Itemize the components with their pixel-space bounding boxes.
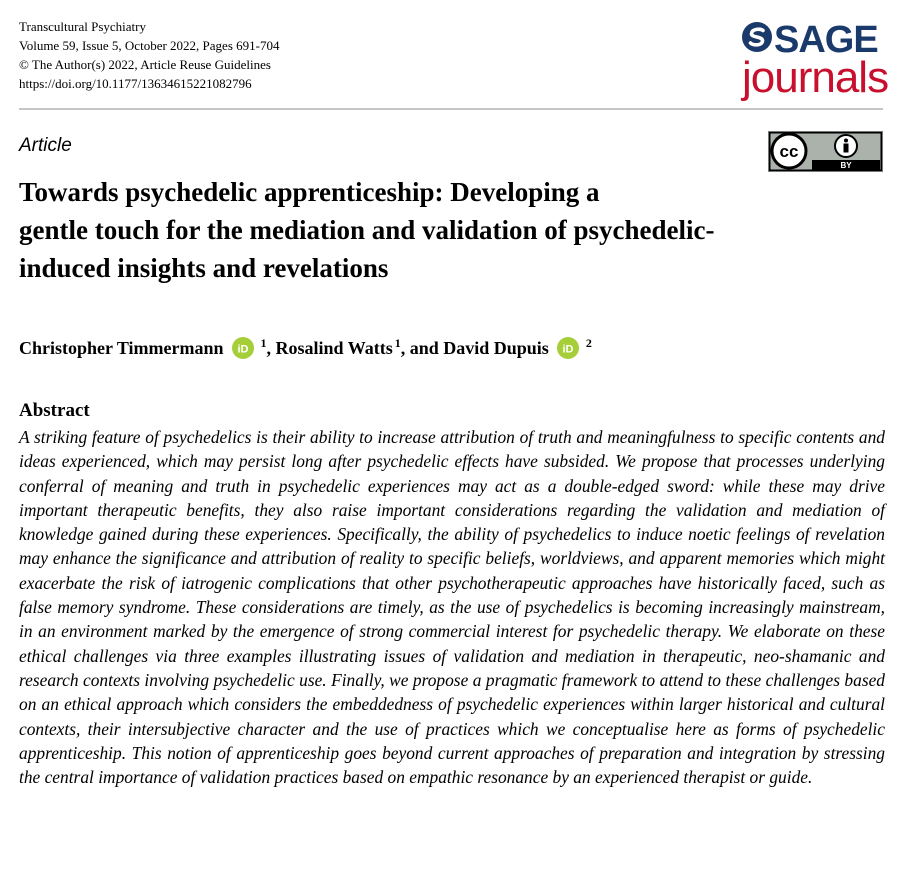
volume-info: Volume 59, Issue 5, October 2022, Pages 691-704 bbox=[19, 38, 280, 53]
svg-text:iD: iD bbox=[237, 343, 249, 356]
orcid-icon[interactable] bbox=[557, 337, 579, 359]
abstract-text: A striking feature of psychedelics is their ability to increase attribution of truth and meaningfulness to specific contents and ideas experienced, which may persist long after psychedelic effects have subsided. We propose that processes underlying conferral of meaning and truth in psychedelic experiences may act as a double-edged sword: while these may drive important therapeutic benefits, they also raise important considerations regarding the validation and mediation of knowledge gained during these experiences. Specifically, the ability of psychedelics to induce noetic feelings of revelation may enhance the significance and attribution of reality to specific beliefs, worldviews, and apparent memories which might exacerbate the risk of iatrogenic complications that other psychotherapeutic approaches have historically faced, such as false memory syndrome. These considerations are timely, as the use of psychedelics is becoming increasingly mainstream, in an environment marked by the emergence of strong commercial interest for psychedelic therapy. We elaborate on these ethical challenges via three examples illustrating issues of validation and mediation in therapeutic, neo-shamanic and research contexts involving psychedelic use. Finally, we propose a pragmatic framework to attend to these challenges based on an ethical approach which considers the embeddedness of psychedelic experiences within larger historical and cultural contexts, their intersubjective character and the use of practices which we conceptualise here as forms of psychedelic apprenticeship. This notion of apprenticeship goes beyond current approaches of preparation and integration by stressing the central importance of validation practices based on empathic resonance by an experienced therapist or guide. bbox=[19, 427, 885, 788]
copyright-info: © The Author(s) 2022, Article Reuse Guidelines bbox=[19, 57, 271, 72]
title-line: Towards psychedelic apprenticeship: Developing a bbox=[19, 177, 600, 207]
journal-name: Transcultural Psychiatry bbox=[19, 19, 146, 34]
author-name[interactable]: Rosalind Watts bbox=[275, 338, 393, 358]
article-type-label: Article bbox=[19, 135, 72, 156]
sage-s-circle-icon bbox=[740, 19, 774, 53]
author-name[interactable]: Christopher Timmermann bbox=[19, 338, 224, 358]
author-separator: , bbox=[266, 338, 276, 358]
article-title bbox=[19, 173, 869, 287]
logo-sub-text: journals bbox=[742, 53, 889, 102]
cc-by-badge-icon[interactable] bbox=[768, 131, 883, 172]
affiliation-marker: 2 bbox=[585, 336, 592, 350]
title-line: induced insights and revelations bbox=[19, 253, 389, 283]
header-divider bbox=[19, 108, 883, 110]
author-separator: , and bbox=[400, 338, 444, 358]
logo-brand-text: SAGE bbox=[774, 19, 878, 61]
author-list bbox=[19, 330, 592, 361]
svg-text:cc: cc bbox=[779, 142, 799, 161]
abstract-heading: Abstract bbox=[19, 400, 90, 421]
svg-text:iD: iD bbox=[562, 343, 574, 356]
doi-link[interactable]: https://doi.org/10.1177/13634615221082796 bbox=[19, 76, 252, 91]
affiliation-marker: 1 bbox=[260, 336, 267, 350]
affiliation-marker: 1 bbox=[394, 336, 401, 350]
cc-by-text: BY bbox=[840, 161, 852, 170]
author-name[interactable]: David Dupuis bbox=[443, 338, 549, 358]
title-line: gentle touch for the mediation and validation of psychedelic- bbox=[19, 215, 715, 245]
sage-journals-logo bbox=[740, 19, 889, 102]
orcid-icon[interactable] bbox=[232, 337, 254, 359]
journal-metadata bbox=[19, 17, 279, 93]
